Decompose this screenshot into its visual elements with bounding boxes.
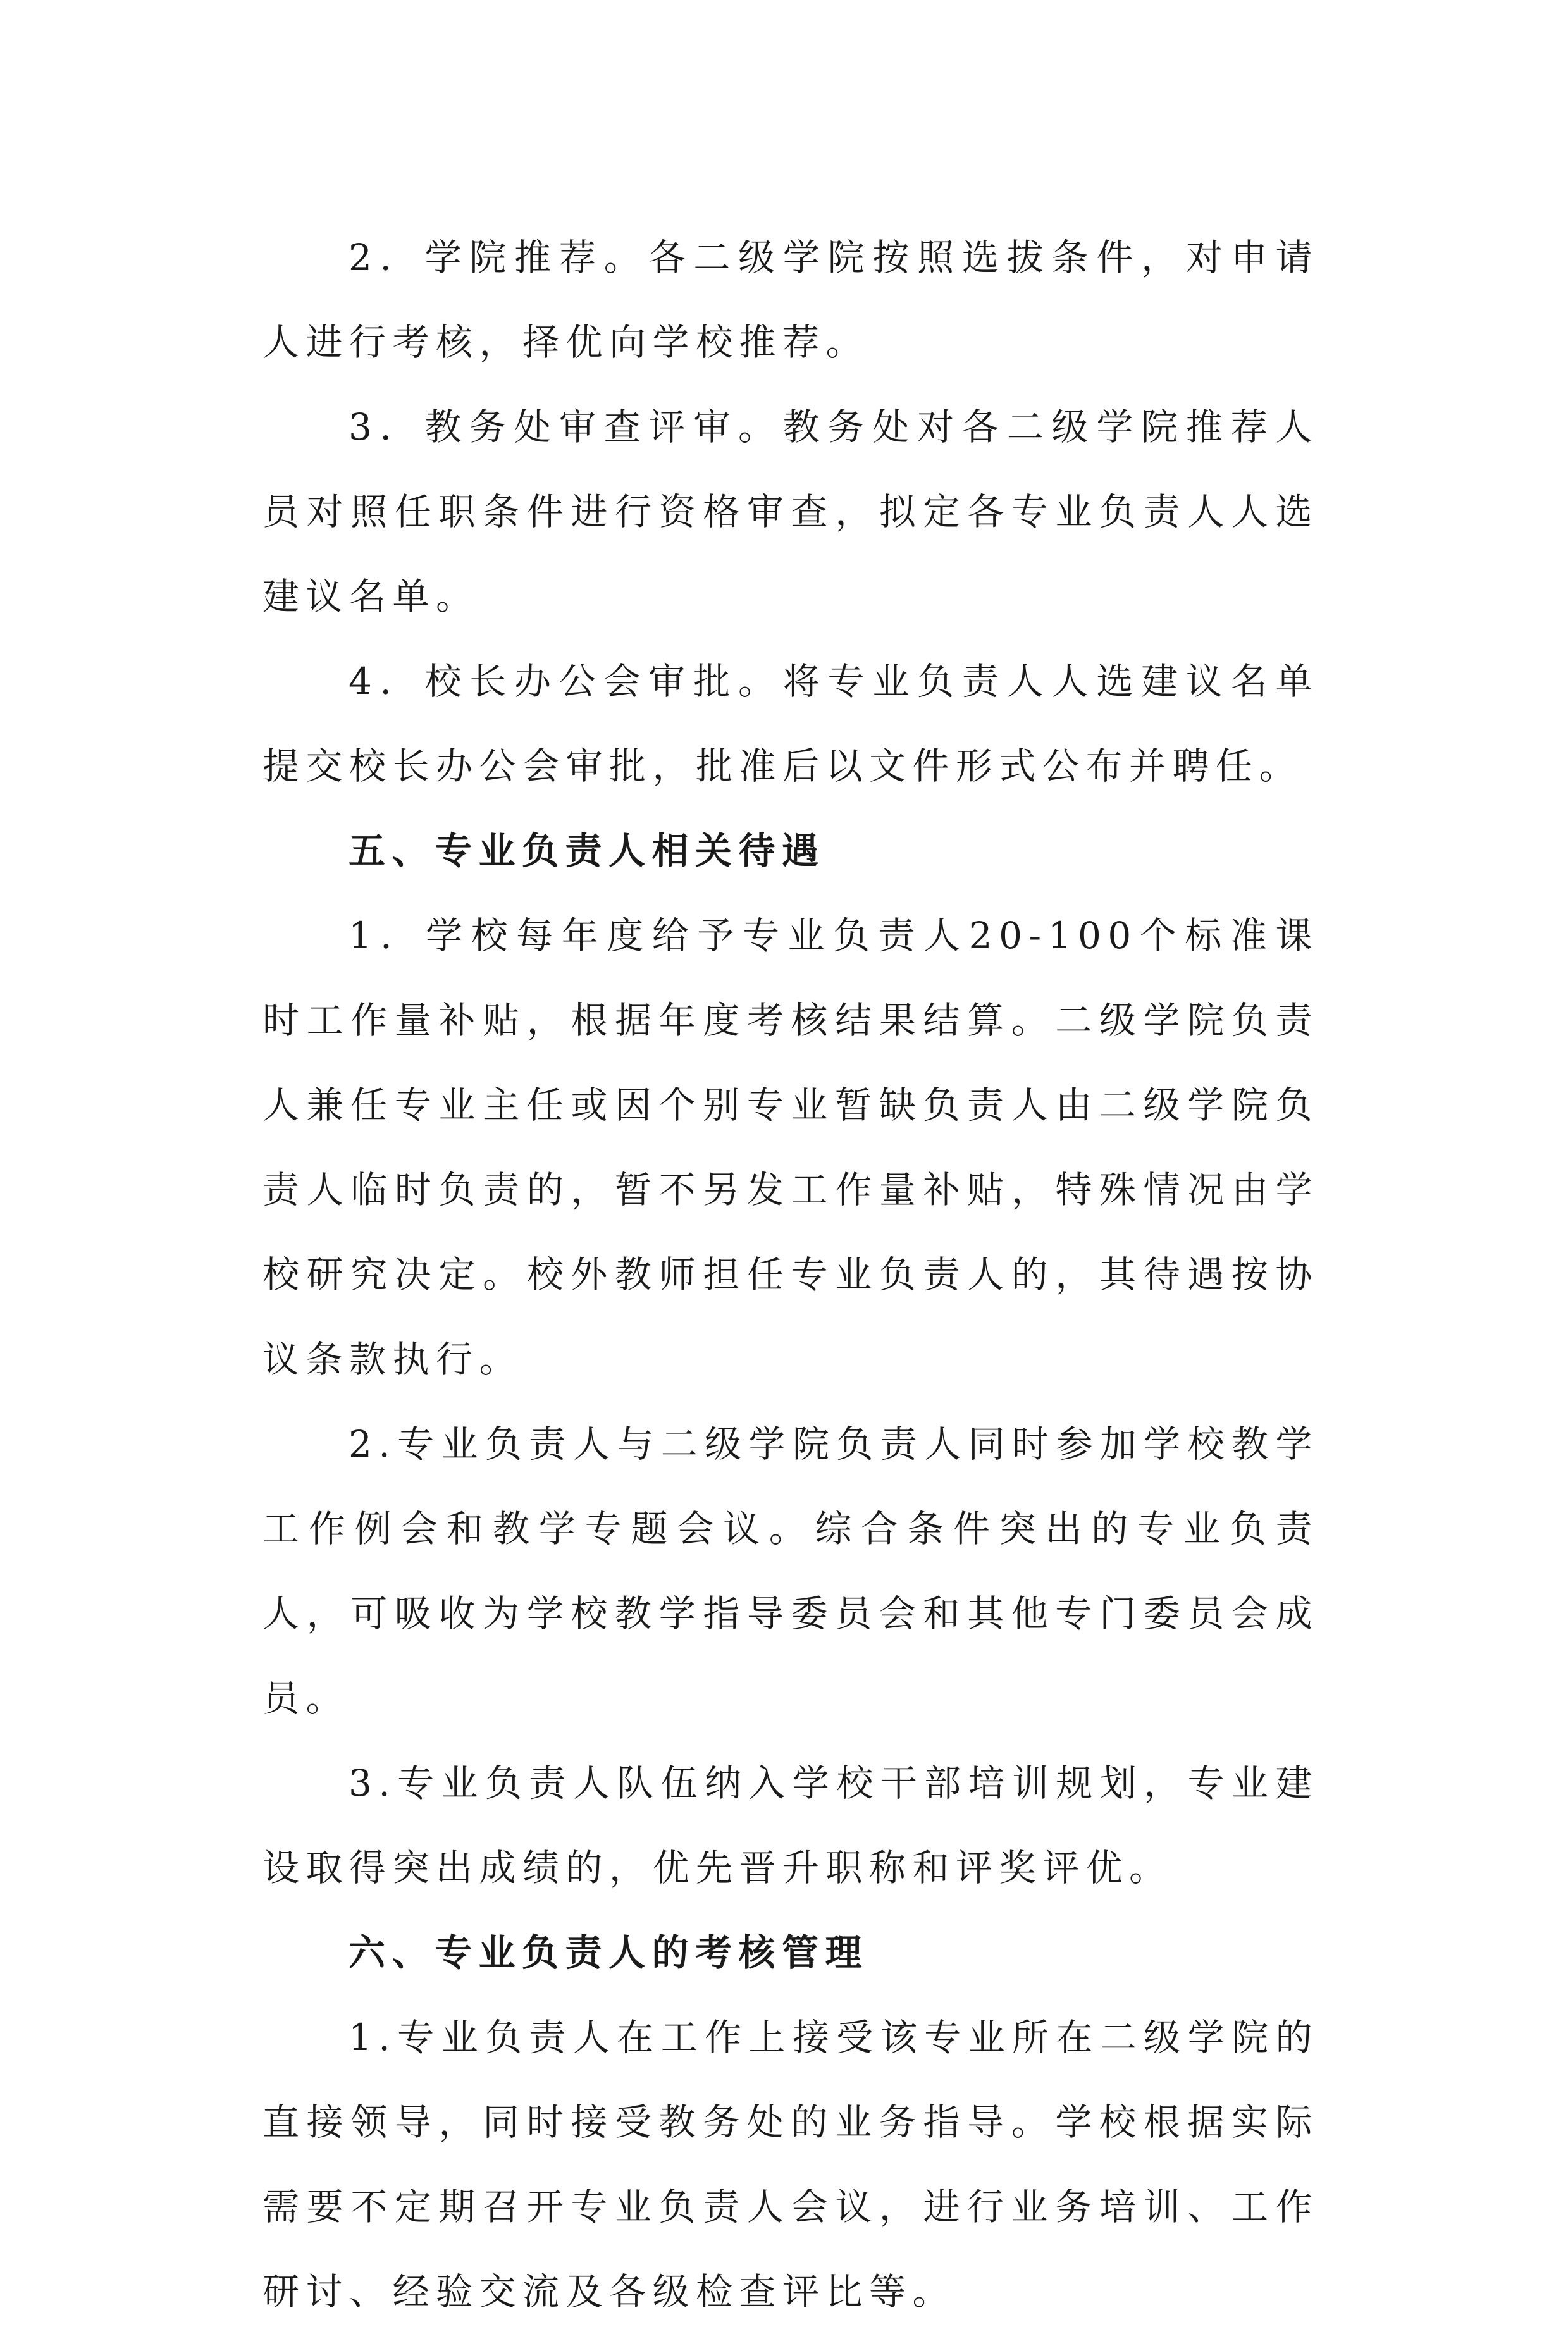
section-heading-benefits: 五、专业负责人相关待遇 — [349, 829, 825, 872]
paragraph-president-approval: 4．校长办公会审批。将专业负责人人选建议名单提交校长办公会审批，批准后以文件形式公布并聘任。 — [262, 660, 1319, 787]
paragraph-cadre-training: 3.专业负责人队伍纳入学校干部培训规划，专业建设取得突出成绩的，优先晋升职称和评奖评优。 — [262, 1762, 1319, 1889]
paragraph-college-recommendation: 2．学院推荐。各二级学院按照选拔条件，对申请人进行考核，择优向学校推荐。 — [262, 236, 1319, 364]
paragraph-academic-affairs-review: 3．教务处审查评审。教务处对各二级学院推荐人员对照任职条件进行资格审查，拟定各专业负责人人选建议名单。 — [262, 405, 1319, 618]
paragraph-leadership-guidance: 1.专业负责人在工作上接受该专业所在二级学院的直接领导，同时接受教务处的业务指导。学校根据实际需要不定期召开专业负责人会议，进行业务培训、工作研讨、经验交流及各级检查评比等。 — [262, 2016, 1319, 2313]
paragraph-workload-subsidy: 1．学校每年度给予专业负责人20-100个标准课时工作量补贴，根据年度考核结果结算。二级学院负责人兼任专业主任或因个别专业暂缺负责人由二级学院负责人临时负责的，暂不另发工作量补贴，特殊情况由学校研究决定。校外教师担任专业负责人的，其待遇按协议条款执行。 — [262, 914, 1319, 1381]
paragraph-meeting-participation: 2.专业负责人与二级学院负责人同时参加学校教学工作例会和教学专题会议。综合条件突出的专业负责人，可吸收为学校教学指导委员会和其他专门委员会成员。 — [262, 1423, 1319, 1720]
section-heading-assessment: 六、专业负责人的考核管理 — [349, 1931, 869, 1974]
document-body — [262, 215, 1319, 2334]
